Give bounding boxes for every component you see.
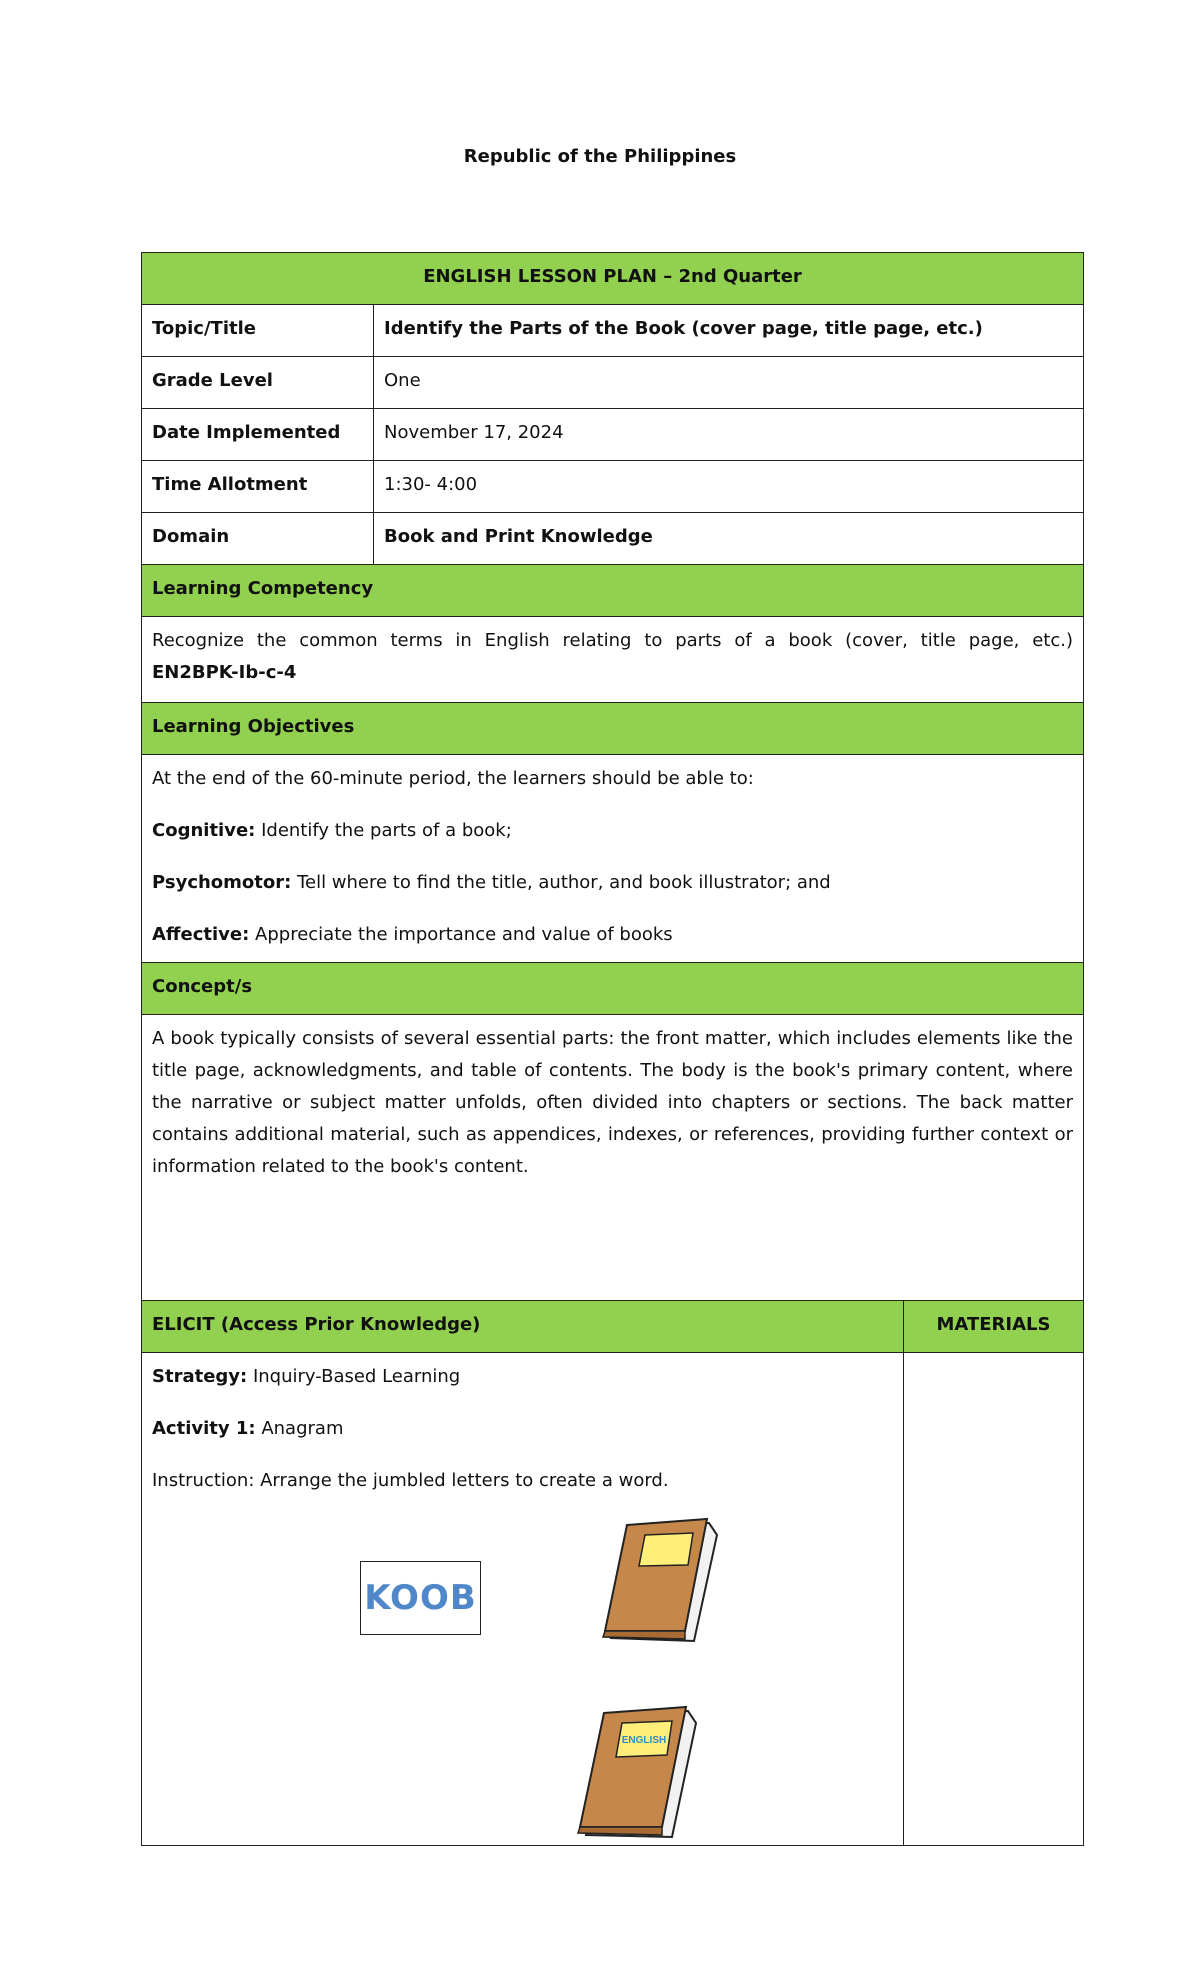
book-icon: [597, 1513, 727, 1643]
elicit-heading: ELICIT (Access Prior Knowledge): [142, 1301, 904, 1352]
objective-label: Cognitive:: [152, 820, 256, 841]
grade-label: Grade Level: [142, 357, 374, 408]
elicit-body: [142, 1353, 904, 1845]
date-value: November 17, 2024: [384, 422, 564, 443]
objective-psychomotor: [152, 871, 1073, 895]
objective-text: Tell where to find the title, author, and book illustrator; and: [291, 872, 831, 893]
topic-label: Topic/Title: [142, 305, 374, 356]
elicit-body-row: [142, 1353, 1083, 1845]
objective-label: Affective:: [152, 924, 250, 945]
materials-heading: MATERIALS: [936, 1314, 1051, 1335]
objective-text: Appreciate the importance and value of books: [249, 924, 673, 945]
objectives-heading-row: [142, 703, 1083, 755]
activity-label: Activity 1:: [152, 1418, 256, 1439]
lesson-plan-table: [141, 252, 1084, 1846]
domain-row: [142, 513, 1083, 565]
objectives-heading: Learning Objectives: [152, 716, 355, 737]
objectives-intro: At the end of the 60-minute period, the learners should be able to:: [152, 768, 754, 789]
plan-title: ENGLISH LESSON PLAN – 2nd Quarter: [423, 266, 802, 287]
elicit-heading-row: [142, 1301, 1083, 1353]
competency-body: [142, 617, 1083, 702]
anagram-word: KOOB: [364, 1578, 477, 1618]
strategy-label: Strategy:: [152, 1366, 248, 1387]
book-label-text: ENGLISH: [621, 1735, 667, 1746]
objective-label: Psychomotor:: [152, 872, 292, 893]
anagram-card: [360, 1561, 481, 1635]
competency-heading: Learning Competency: [152, 578, 374, 599]
activity-text: Anagram: [255, 1418, 344, 1439]
time-value: 1:30- 4:00: [384, 474, 478, 495]
competency-code: EN2BPK-Ib-c-4: [152, 662, 297, 683]
concepts-text: A book typically consists of several essential parts: the front matter, which includes elements like the title page, acknowledgments, and table of contents. The body is the book's primary content, where the narrative or subject matter unfolds, often divided into chapters or sections. The back matter contains additional material, such as appendices, indexes, or references, providing further context or information related to the book's content.: [152, 1028, 1073, 1177]
objective-text: Identify the parts of a book;: [255, 820, 512, 841]
grade-value: One: [384, 370, 421, 391]
objectives-body-row: [142, 755, 1083, 963]
activity-line: [152, 1417, 893, 1441]
competency-body-row: [142, 617, 1083, 703]
domain-value: Book and Print Knowledge: [384, 526, 653, 547]
materials-cell: [904, 1353, 1083, 1845]
instruction-line: Instruction: Arrange the jumbled letters to create a word.: [152, 1470, 669, 1491]
objective-affective: [152, 923, 1073, 947]
date-row: [142, 409, 1083, 461]
concepts-body-row: [142, 1015, 1083, 1301]
topic-value: Identify the Parts of the Book (cover page, title page, etc.): [384, 318, 983, 339]
objectives-body: [142, 755, 1083, 962]
topic-row: [142, 305, 1083, 357]
competency-text: Recognize the common terms in English relating to parts of a book (cover, title page, etc.): [152, 630, 1073, 651]
plan-title-row: [142, 253, 1083, 305]
strategy-line: [152, 1365, 893, 1389]
english-book-icon: [570, 1701, 710, 1841]
domain-label: Domain: [142, 513, 374, 564]
date-label: Date Implemented: [142, 409, 374, 460]
objective-cognitive: [152, 819, 1073, 843]
competency-heading-row: [142, 565, 1083, 617]
time-label: Time Allotment: [142, 461, 374, 512]
concepts-heading-row: [142, 963, 1083, 1015]
concepts-heading: Concept/s: [152, 976, 253, 997]
grade-row: [142, 357, 1083, 409]
strategy-text: Inquiry-Based Learning: [247, 1366, 461, 1387]
page-header: Republic of the Philippines: [463, 146, 737, 167]
time-row: [142, 461, 1083, 513]
